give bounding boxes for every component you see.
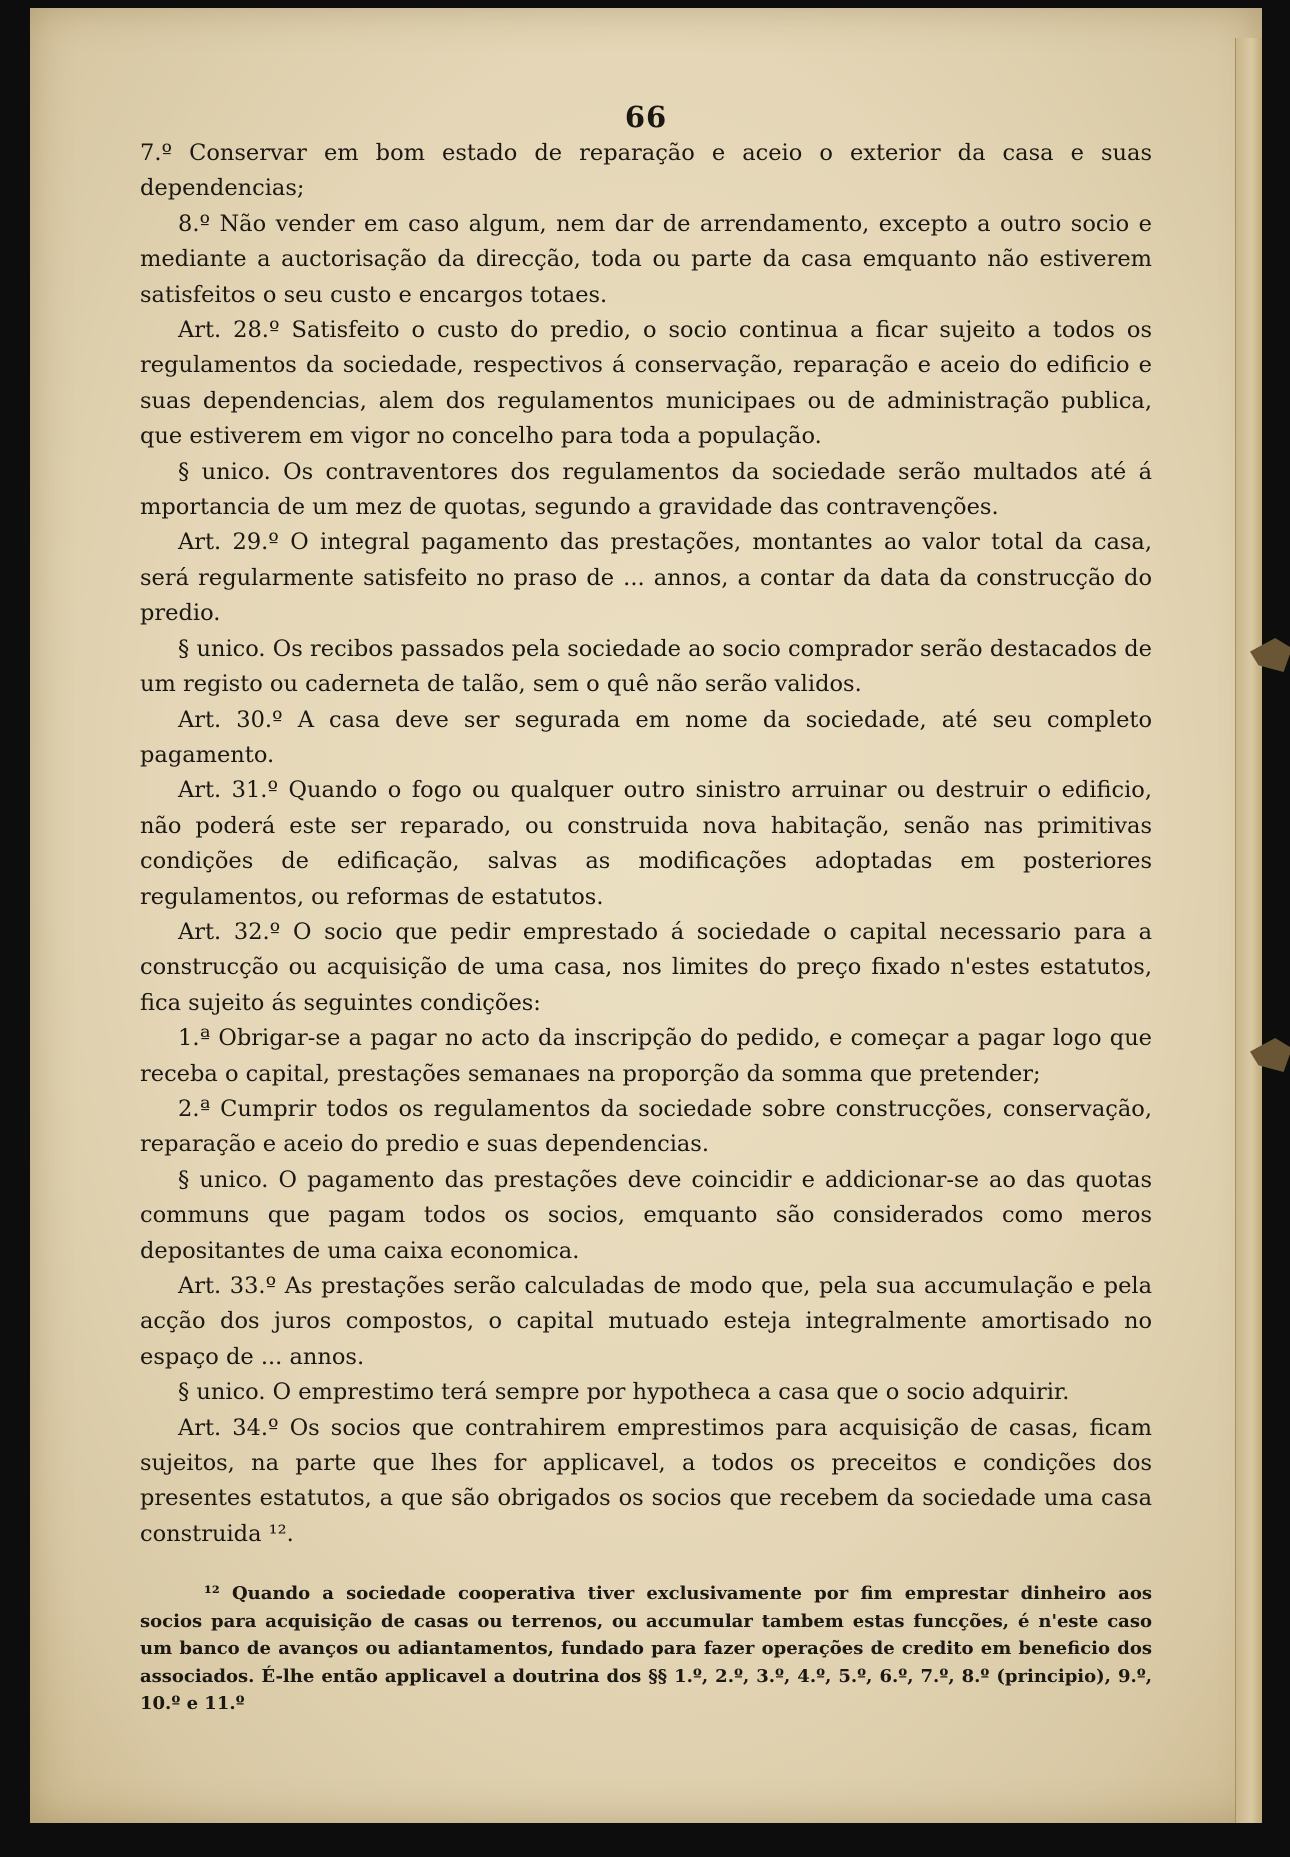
paragraph: 1.ª Obrigar-se a pagar no acto da inscripção do pedido, e começar a pagar logo que receba o capital, prestações semanaes na proporção da somma que pretender; [140,1025,1152,1087]
paragraph: Art. 31.º Quando o fogo ou qualquer outro sinistro arruinar ou destruir o edificio, não poderá este ser reparado, ou construida nova habitação, senão nas primitivas condições de edificação, salvas as modificações adoptadas em posteriores regulamentos, ou reformas de estatutos. [140,777,1152,910]
paragraph: 7.º Conservar em bom estado de reparação e aceio o exterior da casa e suas dependencias; [140,140,1152,202]
text-block [140,100,1152,1718]
paragraph: § unico. O emprestimo terá sempre por hypotheca a casa que o socio adquirir. [178,1379,1070,1406]
page-number: 66 [624,100,668,134]
paragraph: Art. 33.º As prestações serão calculadas de modo que, pela sua accumulação e pela acção dos juros compostos, o capital mutuado esteja integralmente amortisado no espaço de ... annos. [140,1273,1152,1370]
paragraph: § unico. Os contraventores dos regulamentos da sociedade serão multados até á mportancia de um mez de quotas, segundo a gravidade das contravenções. [140,458,1152,521]
paragraph: § unico. O pagamento das prestações deve coincidir e addicionar-se ao das quotas communs que pagam todos os socios, emquanto são considerados como meros depositantes de uma caixa economica. [140,1166,1152,1264]
footnotes [140,1580,1152,1718]
paragraph: Art. 32.º O socio que pedir emprestado á sociedade o capital necessario para a construcção ou acquisição de uma casa, nos limites do preço fixado n'estes estatutos, fica sujeito ás seguintes condições: [140,918,1152,1016]
paragraph: 2.ª Cumprir todos os regulamentos da sociedade sobre construcções, conservação, reparação e aceio do predio e suas dependencias. [140,1095,1152,1158]
paragraph: Art. 34.º Os socios que contrahirem emprestimos para acquisição de casas, ficam sujeitos, na parte que lhes for applicavel, a todos os preceitos e condições dos presentes estatutos, a que são obrigados os socios que recebem da sociedade uma casa construida ¹². [140,1414,1152,1547]
paragraph: § unico. Os recibos passados pela sociedade ao socio comprador serão destacados de um registo ou caderneta de talão, sem o quê não serão validos. [140,635,1152,698]
page-edge [1235,38,1262,1823]
paragraph: Art. 28.º Satisfeito o custo do predio, o socio continua a ficar sujeito a todos os regulamentos da sociedade, respectivos á conservação, reparação e aceio do edificio e suas dependencias, alem dos regulamentos municipaes ou de administração publica, que estiverem em vigor no concelho para toda a população. [140,317,1152,450]
paragraph: Art. 30.º A casa deve ser segurada em nome da sociedade, até seu completo pagamento. [140,706,1152,768]
footnote: ¹² Quando a sociedade cooperativa tiver exclusivamente por fim emprestar dinheiro aos socios para acquisição de casas ou terrenos, ou accumular tambem estas funcções, é n'este caso um banco de avanços ou adiantamentos, fundado para fazer operações de credito em beneficio dos associados. É-lhe então applicavel a doutrina dos §§ 1.º, 2.º, 3.º, 4.º, 5.º, 6.º, 7.º, 8.º (principio), 9.º, 10.º e 11.º [140,1583,1152,1715]
body-text [140,136,1152,1552]
paragraph: Art. 29.º O integral pagamento das prestações, montantes ao valor total da casa, será regularmente satisfeito no praso de ... annos, a contar da data da construcção do predio. [140,529,1152,627]
paragraph: 8.º Não vender em caso algum, nem dar de arrendamento, excepto a outro socio e mediante a auctorisação da direcção, toda ou parte da casa emquanto não estiverem satisfeitos o seu custo e encargos totaes. [140,210,1152,308]
